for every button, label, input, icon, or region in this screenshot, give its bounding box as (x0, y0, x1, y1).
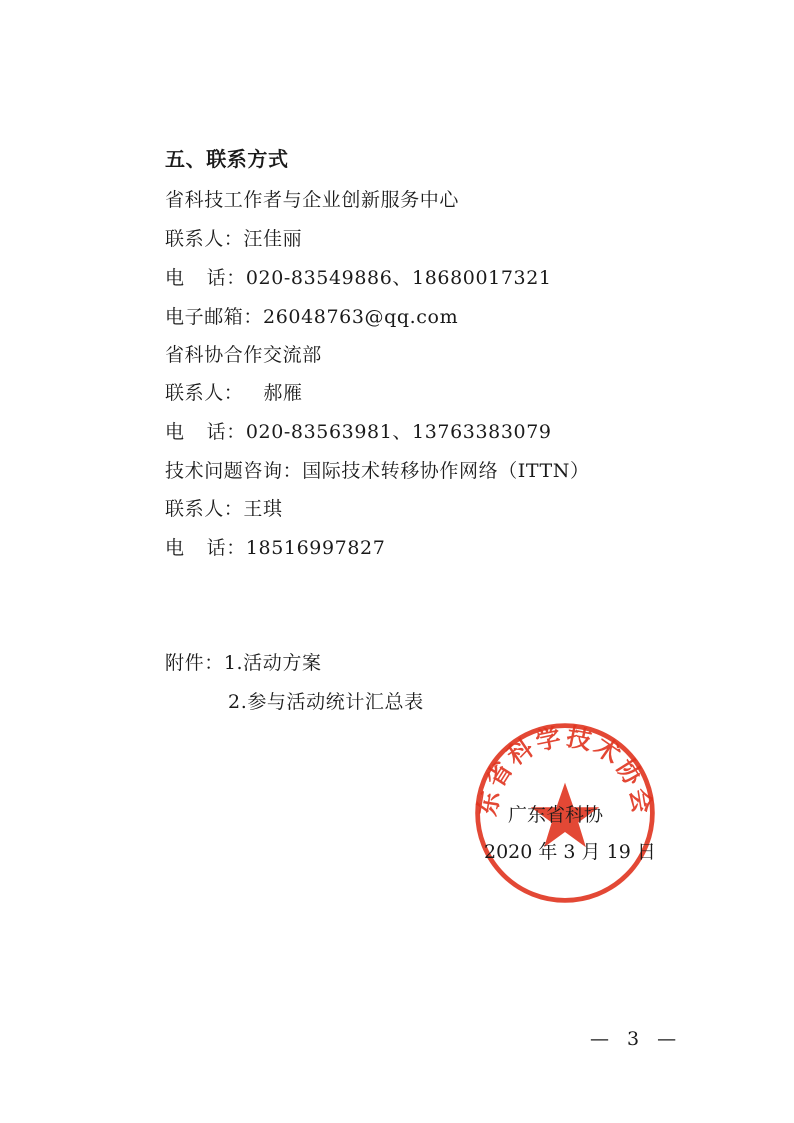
phone-3-line (165, 536, 385, 560)
contact-1-line (165, 227, 302, 251)
contact-1-name: 汪佳丽 (243, 228, 303, 250)
attachment-item-1: 1.活动方案 (223, 652, 322, 674)
attachment-item-2: 2.参与活动统计汇总表 (228, 691, 424, 713)
contact-2-label: 联系人： (165, 382, 244, 404)
phone-2-value: 020-83563981、13763383079 (245, 421, 552, 443)
contact-1-label: 联系人： (165, 228, 244, 250)
page-number: — 3 — (590, 1028, 683, 1050)
phone-1-line (165, 266, 552, 290)
attachment-line-1 (165, 651, 322, 675)
tech-consult-value: 国际技术转移协作网络（ITTN） (302, 460, 590, 482)
attachments-label: 附件： (165, 652, 224, 674)
org-1: 省科技工作者与企业创新服务中心 (165, 189, 460, 211)
section-heading: 五、联系方式 (165, 147, 289, 171)
phone-3-label-b: 话： (206, 537, 246, 559)
tech-consult-label: 技术问题咨询： (165, 460, 303, 482)
phone-2-label-b: 话： (206, 421, 246, 443)
phone-3-label-a: 电 (165, 537, 185, 559)
contact-2-line (165, 381, 303, 405)
phone-2-label-a: 电 (165, 421, 185, 443)
signature-org: 广东省科协 (508, 804, 604, 826)
signature-date: 2020 年 3 月 19 日 (484, 841, 656, 863)
contact-2-name: 郝雁 (263, 382, 303, 404)
org-2: 省科协合作交流部 (165, 344, 322, 366)
contact-3-name: 王琪 (243, 498, 283, 520)
email-line (165, 305, 458, 329)
seal-text: 东省科学技术协会 (472, 722, 658, 819)
phone-2-line (165, 420, 552, 444)
email-label: 电子邮箱： (165, 306, 264, 328)
email-value: 26048763@qq.com (263, 306, 459, 328)
tech-consult-line (165, 459, 590, 483)
phone-1-label-a: 电 (165, 267, 185, 289)
phone-3-value: 18516997827 (245, 537, 386, 559)
contact-3-label: 联系人： (165, 498, 244, 520)
phone-1-value: 020-83549886、18680017321 (245, 267, 552, 289)
contact-3-line (165, 497, 283, 521)
phone-1-label-b: 话： (206, 267, 246, 289)
